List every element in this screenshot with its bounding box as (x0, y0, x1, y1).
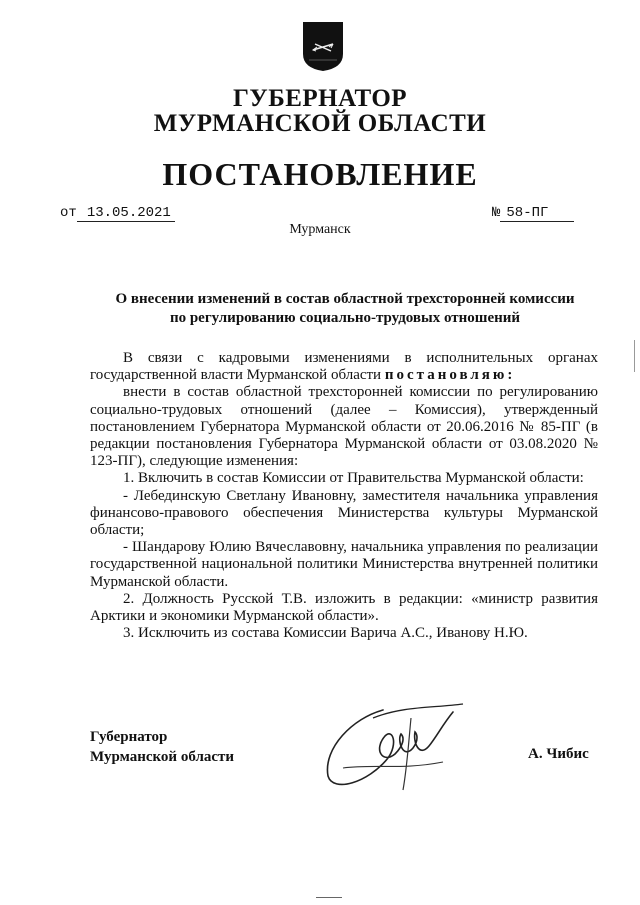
regional-coat-of-arms-icon (301, 20, 345, 72)
document-subject (90, 290, 600, 328)
document-date (60, 205, 175, 222)
paragraph-item-2: 2. Должность Русской Т.В. изложить в редакции: «министр развития Арктики и экономики Мурманской области». (90, 590, 598, 625)
document-type-title: ПОСТАНОВЛЕНИЕ (162, 156, 478, 192)
paragraph-intro: внести в состав областной трехсторонней комиссии по регулированию социально-трудовых отношений (далее – Комиссия), утвержденный постановлением Губернатора Мурманской области от 20.06.2016 № 85-ПГ (в редакции постановления Губернатора Мурманской области от 03.08.2020 № 123-ПГ), следующие изменения: (90, 384, 598, 470)
city-name: Мурманск (289, 222, 351, 237)
signer-name: А. Чибис (528, 746, 589, 762)
document-number (492, 205, 574, 222)
paragraph-item-1: 1. Включить в состав Комиссии от Правительства Мурманской области: (123, 470, 584, 487)
paragraph-member-1: - Лебединскую Светлану Ивановну, заместителя начальника управления финансово-правового обеспечения Министерства культуры Мурманской области; (90, 487, 598, 539)
subject-line2: по регулированию социально-трудовых отношений (169, 310, 521, 326)
subject-line1: О внесении изменений в состав областной трехсторонней комиссии (115, 291, 575, 307)
signatory-title-line1: Губернатор (90, 729, 168, 745)
paragraph-preamble (90, 350, 598, 384)
footer-mark (316, 897, 342, 898)
paragraph-item-3: 3. Исключить из состава Комиссии Варича А.С., Иванову Н.Ю. (123, 625, 528, 642)
resolution-keyword: постановляю: (384, 367, 516, 384)
governor-title-line2: МУРМАНСКОЙ ОБЛАСТИ (153, 110, 487, 137)
document-body (90, 350, 598, 642)
signatory-title (90, 727, 234, 767)
date-prefix: от (60, 205, 77, 221)
paragraph-member-2: - Шандарову Юлию Вячеславовну, начальника управления по реализации государственной национальной политики Министерства внутренней политики Мурманской области. (90, 539, 598, 590)
handwritten-signature-icon (313, 698, 473, 798)
scan-edge-mark (634, 340, 635, 372)
signatory-title-line2: Мурманской области (90, 749, 235, 765)
governor-title-line1: ГУБЕРНАТОР (232, 85, 408, 112)
preamble-text: В связи с кадровыми изменениями в исполнительных органах государственной власти Мурманской области (90, 350, 598, 384)
date-value: 13.05.2021 (77, 205, 175, 222)
number-value: 58-ПГ (500, 205, 574, 222)
number-prefix: № (492, 205, 501, 221)
